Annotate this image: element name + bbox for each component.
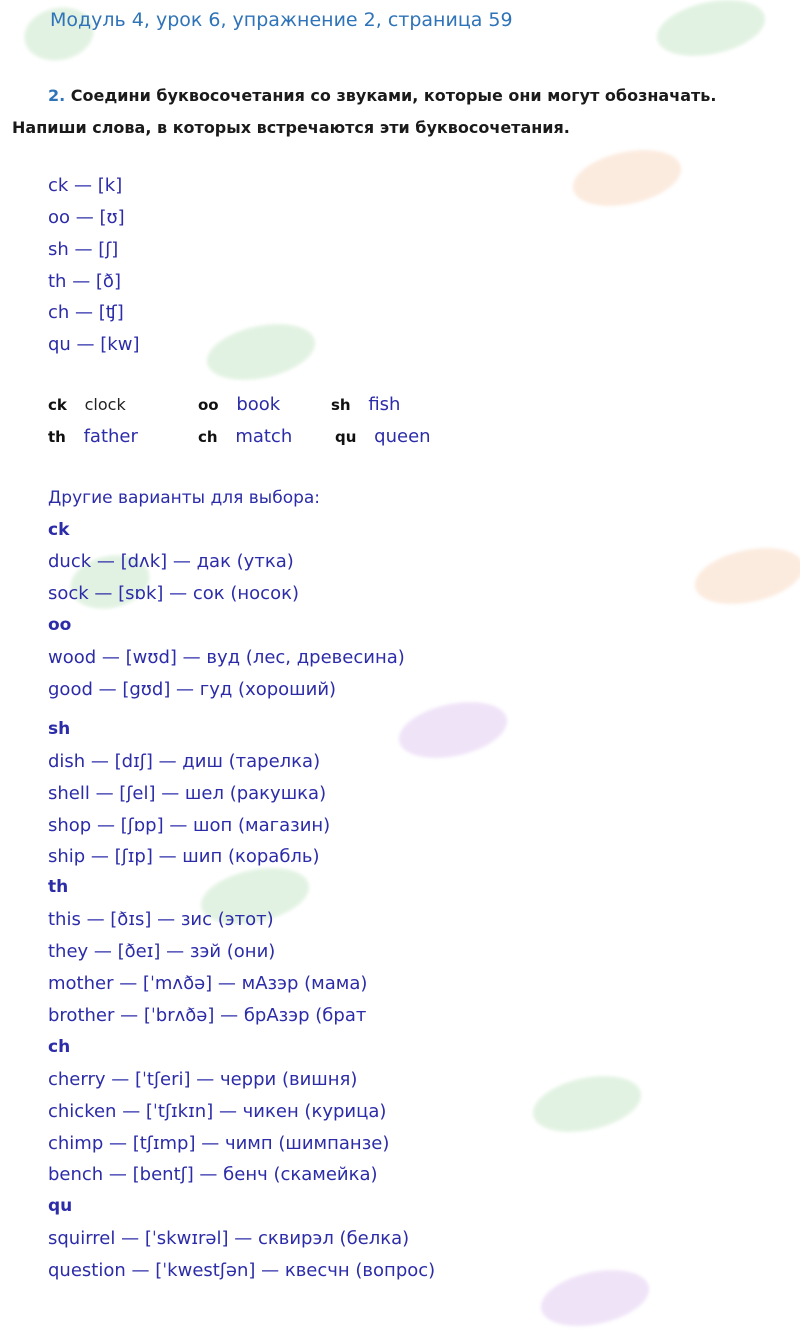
example-pair: [198, 426, 292, 447]
word-entry: ship — [ʃɪp] — шип (корабль): [48, 846, 320, 867]
group-heading: qu: [48, 1196, 73, 1216]
watermark-logo: [652, 0, 770, 65]
watermark-logo: [568, 141, 686, 215]
group-heading: ck: [48, 520, 70, 540]
watermark-logo: [690, 539, 800, 613]
sound-match: th — [ð]: [48, 271, 121, 292]
example-word: book: [236, 394, 281, 415]
word-entry: chimp — [tʃɪmp] — чимп (шимпанзе): [48, 1133, 390, 1154]
sound-match: ch — [ʧ]: [48, 302, 124, 323]
sound-match: sh — [ʃ]: [48, 239, 119, 260]
task-statement: [12, 80, 782, 144]
group-heading: sh: [48, 719, 71, 739]
word-entry: question — [ˈkwestʃən] — квесчн (вопрос): [48, 1260, 436, 1281]
example-word: father: [83, 426, 138, 447]
other-options-heading: Другие варианты для выбора:: [48, 488, 321, 508]
task-text-1: Соедини буквосочетания со звуками, которые они могут обозначать.: [70, 86, 717, 105]
word-entry: dish — [dɪʃ] — диш (тарелка): [48, 751, 321, 772]
example-pair: [331, 394, 400, 415]
example-pair: [48, 426, 138, 447]
word-entry: shop — [ʃɒp] — шоп (магазин): [48, 815, 331, 836]
combo-label: qu: [335, 428, 357, 446]
word-entry: they — [ðeɪ] — зэй (они): [48, 941, 276, 962]
word-entry: sock — [sɒk] — сок (носок): [48, 583, 299, 604]
combo-label: oo: [198, 396, 219, 414]
watermark-logo: [202, 315, 320, 389]
combo-label: ch: [198, 428, 218, 446]
task-line-2: Напиши слова, в которых встречаются эти буквосочетания.: [12, 118, 570, 137]
combo-label: th: [48, 428, 66, 446]
group-heading: ch: [48, 1037, 71, 1057]
word-entry: shell — [ʃel] — шел (ракушка): [48, 783, 327, 804]
word-entry: squirrel — [ˈskwɪrəl] — сквирэл (белка): [48, 1228, 410, 1249]
watermark-logo: [394, 693, 512, 767]
sound-match: qu — [kw]: [48, 334, 140, 355]
sound-match: oo — [ʊ]: [48, 207, 125, 228]
example-pair: [335, 426, 431, 447]
word-entry: wood — [wʊd] — вуд (лес, древесина): [48, 647, 405, 668]
watermark-logo: [528, 1067, 646, 1141]
example-word: match: [235, 426, 293, 447]
task-number: 2.: [48, 86, 66, 105]
word-entry: good — [gʊd] — гуд (хороший): [48, 679, 337, 700]
word-entry: mother — [ˈmʌðə] — мАзэр (мама): [48, 973, 368, 994]
group-heading: th: [48, 877, 69, 897]
word-entry: chicken — [ˈtʃɪkɪn] — чикен (курица): [48, 1101, 387, 1122]
word-entry: bench — [bentʃ] — бенч (скамейка): [48, 1164, 378, 1185]
task-line-1: [12, 80, 782, 112]
example-word: fish: [368, 394, 401, 415]
word-entry: duck — [dʌk] — дак (утка): [48, 551, 294, 572]
watermark-logo: [536, 1261, 654, 1335]
example-pair: [48, 394, 126, 415]
sound-match: ck — [k]: [48, 175, 123, 196]
word-entry: this — [ðɪs] — зис (этот): [48, 909, 274, 930]
page-title: Модуль 4, урок 6, упражнение 2, страница 59: [50, 9, 513, 31]
example-word: clock: [84, 395, 126, 414]
example-word: queen: [374, 426, 431, 447]
combo-label: sh: [331, 396, 351, 414]
word-entry: cherry — [ˈtʃeri] — черри (вишня): [48, 1069, 358, 1090]
example-pair: [198, 394, 280, 415]
combo-label: ck: [48, 396, 67, 414]
word-entry: brother — [ˈbrʌðə] — брАзэр (брат: [48, 1005, 367, 1026]
group-heading: oo: [48, 615, 72, 635]
